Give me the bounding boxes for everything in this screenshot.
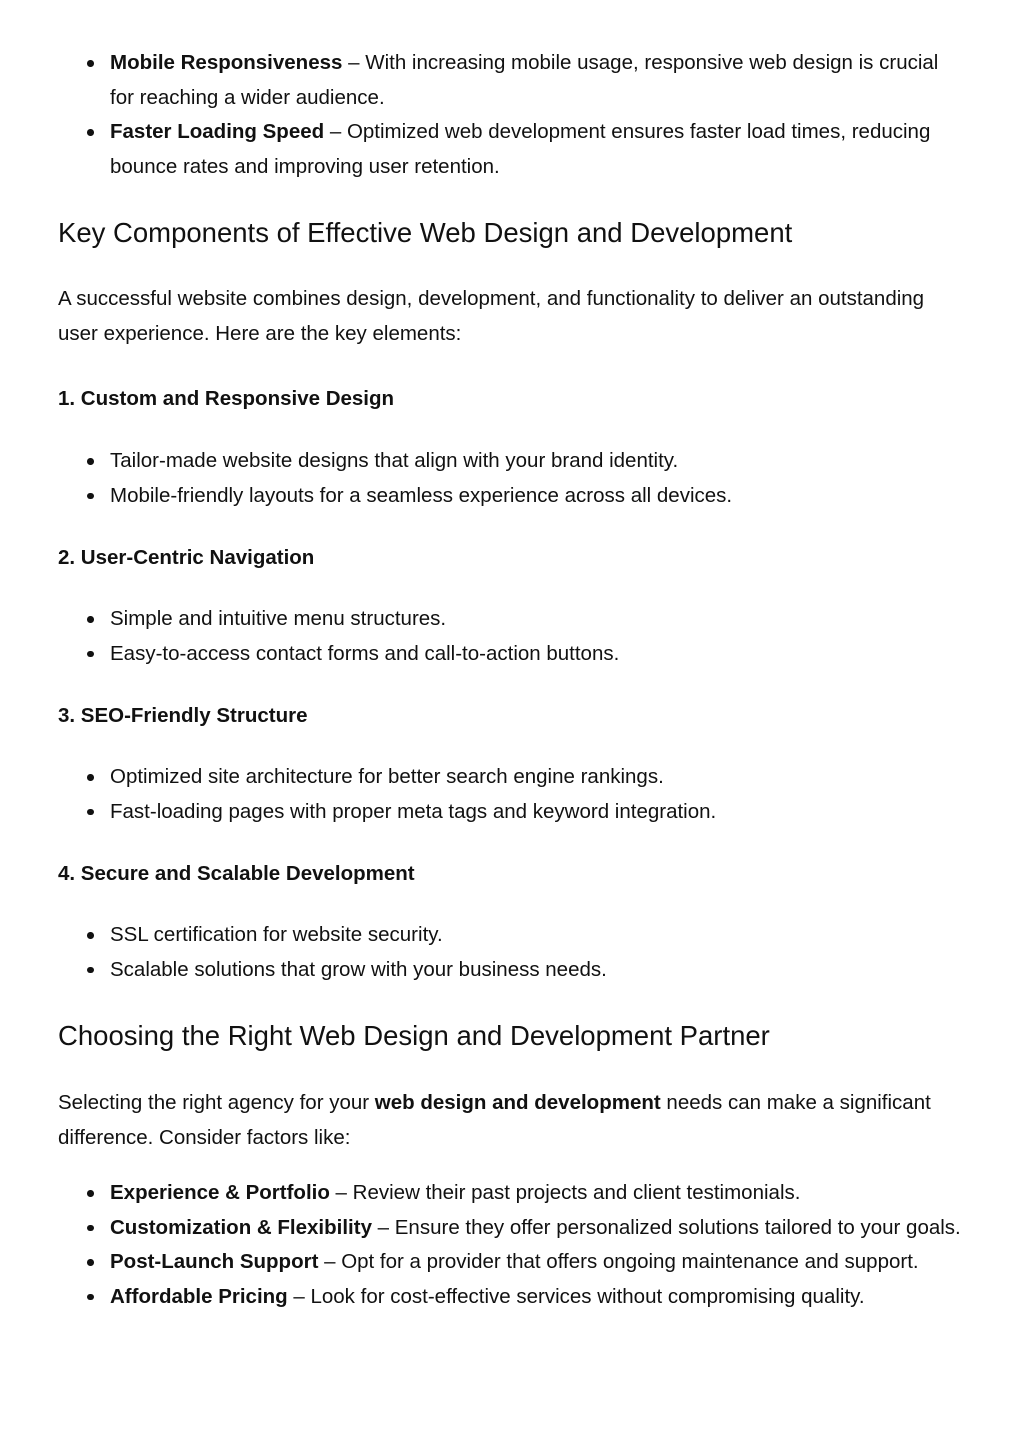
section-intro-paragraph: A successful website combines design, development, and functionality to deliver an outstanding user experience. Here are the key elements: xyxy=(58,287,925,345)
list-item: SSL certification for website security. xyxy=(58,918,966,953)
list-item-description: – With increasing mobile usage, responsive web design is crucial for reaching a wider audience. xyxy=(110,51,939,109)
list-item-description: – Opt for a provider that offers ongoing maintenance and support. xyxy=(318,1250,919,1273)
list-item: Mobile-friendly layouts for a seamless experience across all devices. xyxy=(58,479,966,514)
list-item-term: Customization & Flexibility xyxy=(110,1215,372,1239)
section-heading-key-components: Key Components of Effective Web Design and Development xyxy=(58,217,793,248)
list-item-term: Experience & Portfolio xyxy=(110,1181,330,1204)
list-item xyxy=(58,115,966,184)
intro-benefits-list xyxy=(58,0,966,184)
intro-text: Selecting the right agency for your xyxy=(58,1091,375,1114)
subsection-title-seo: 3. SEO-Friendly Structure xyxy=(58,704,308,727)
list-item-description: – Review their past projects and client testimonials. xyxy=(329,1181,801,1204)
list-item-description: – Look for cost-effective services without compromising quality. xyxy=(287,1284,865,1308)
list-item-term: Faster Loading Speed xyxy=(110,120,325,143)
list-item: Optimized site architecture for better search engine rankings. xyxy=(58,760,966,795)
list-item xyxy=(58,1176,966,1211)
list-item: Simple and intuitive menu structures. xyxy=(58,602,966,637)
list-item-term: Post-Launch Support xyxy=(110,1250,319,1273)
section-heading-choosing-partner: Choosing the Right Web Design and Development Partner xyxy=(58,1020,770,1051)
list-item: Scalable solutions that grow with your business needs. xyxy=(58,953,966,988)
seo-list xyxy=(58,760,966,829)
intro-emphasis: web design and development xyxy=(374,1091,661,1114)
custom-design-list xyxy=(58,444,966,513)
secure-development-list xyxy=(58,918,966,987)
navigation-list xyxy=(58,602,966,671)
list-item-term: Mobile Responsiveness xyxy=(110,51,343,74)
list-item-description: – Ensure they offer personalized solutions tailored to your goals. xyxy=(371,1215,961,1239)
list-item-term: Affordable Pricing xyxy=(110,1284,288,1308)
list-item xyxy=(58,1211,966,1246)
subsection-title-secure-development: 4. Secure and Scalable Development xyxy=(58,862,415,885)
list-item xyxy=(58,46,966,115)
partner-factors-list xyxy=(58,1176,966,1314)
subsection-title-navigation: 2. User-Centric Navigation xyxy=(58,546,315,569)
list-item: Easy-to-access contact forms and call-to-action buttons. xyxy=(58,637,966,672)
list-item: Fast-loading pages with proper meta tags and keyword integration. xyxy=(58,795,966,830)
section-intro-paragraph xyxy=(58,1085,966,1155)
intro-text: needs can make a significant difference. Consider factors like: xyxy=(58,1091,931,1149)
list-item-description: – Optimized web development ensures faster load times, reducing bounce rates and improving user retention. xyxy=(110,120,931,178)
subsection-title-custom-design: 1. Custom and Responsive Design xyxy=(58,387,395,410)
list-item xyxy=(58,1245,966,1280)
list-item: Tailor-made website designs that align with your brand identity. xyxy=(58,444,966,479)
list-item xyxy=(58,1280,966,1315)
